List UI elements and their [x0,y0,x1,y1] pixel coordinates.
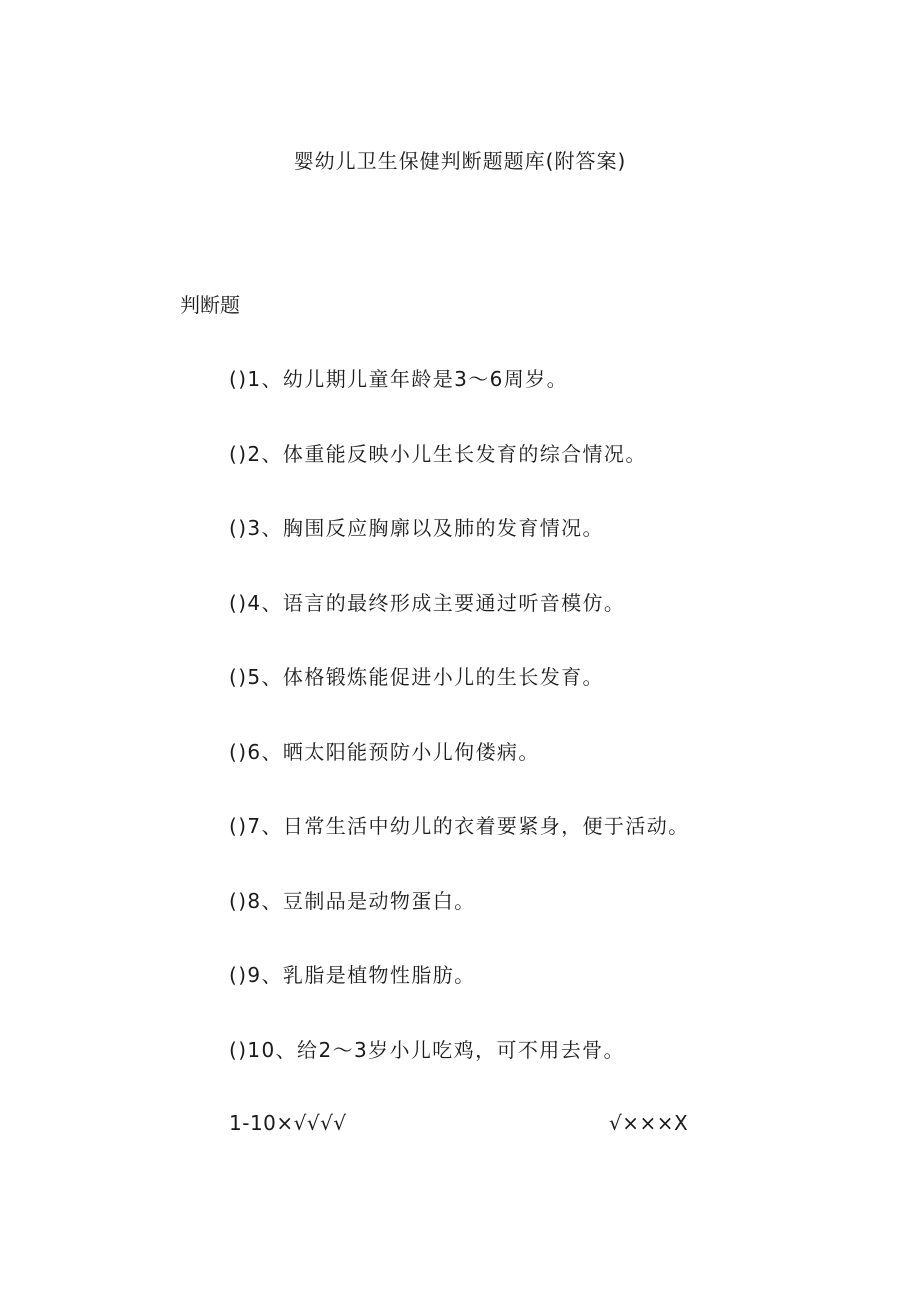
question-list [229,364,690,1109]
question-item: ()8、豆制品是动物蛋白。 [229,888,476,913]
document-title: 婴幼儿卫生保健判断题题库(附答案) [293,149,627,173]
question-item: ()9、乳脂是植物性脂肪。 [229,963,476,987]
question-item: ()2、体重能反映小儿生长发育的综合情况。 [229,441,647,466]
answer-key [0,1108,920,1140]
question-item: ()5、体格锻炼能促进小儿的生长发育。 [229,665,604,689]
question-item: ()1、幼儿期儿童年龄是3〜6周岁。 [229,367,568,391]
question-item: ()3、胸围反应胸廓以及肺的发育情况。 [229,516,604,540]
question-item: ()10、给2〜3岁小儿吃鸡，可不用去骨。 [229,1037,625,1062]
answer-key-left: 1-10×√√√√ [229,1111,347,1135]
answer-key-right: √×××X [609,1111,689,1135]
question-item: ()6、晒太阳能预防小儿佝偻病。 [229,739,540,764]
section-heading: 判断题 [180,293,240,317]
question-item: ()4、语言的最终形成主要通过听音模仿。 [229,590,626,615]
question-item: ()7、日常生活中幼儿的衣着要紧身，便于活动。 [229,814,690,838]
